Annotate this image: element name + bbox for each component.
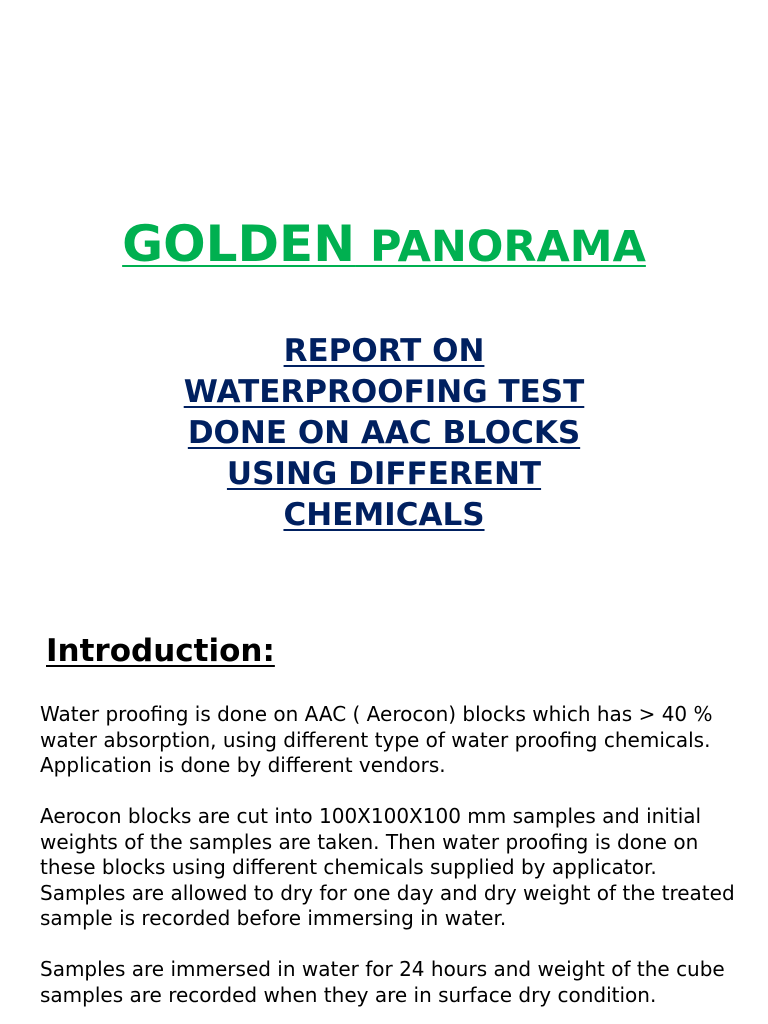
report-subtitle <box>134 331 634 536</box>
document-title <box>0 214 768 286</box>
paragraph: Aerocon blocks are cut into 100X100X100 mm samples and initial weights of the samples are taken. Then water proofing is done on these blocks using different chemicals supplied by applicator. Samples are allowed to dry for one day and dry weight of the treated sample is recorded before immersing in water. <box>40 804 735 930</box>
title-word-panorama: PANORAMA <box>355 222 646 272</box>
report-subtitle-text: REPORT ON WATERPROOFING TEST DONE ON AAC BLOCKS USING DIFFERENT CHEMICALS <box>183 333 585 533</box>
paragraph: Samples are immersed in water for 24 hours and weight of the cube samples are recorded when they are in surface dry condition. <box>40 957 725 1007</box>
document-body <box>40 702 740 1024</box>
section-heading-introduction: Introduction: <box>46 633 275 669</box>
paragraph: Water proofing is done on AAC ( Aerocon) blocks which has > 40 % water absorption, using different type of water proofing chemicals. Application is done by different vendors. <box>40 702 713 777</box>
title-word-golden: GOLDEN <box>122 215 356 273</box>
